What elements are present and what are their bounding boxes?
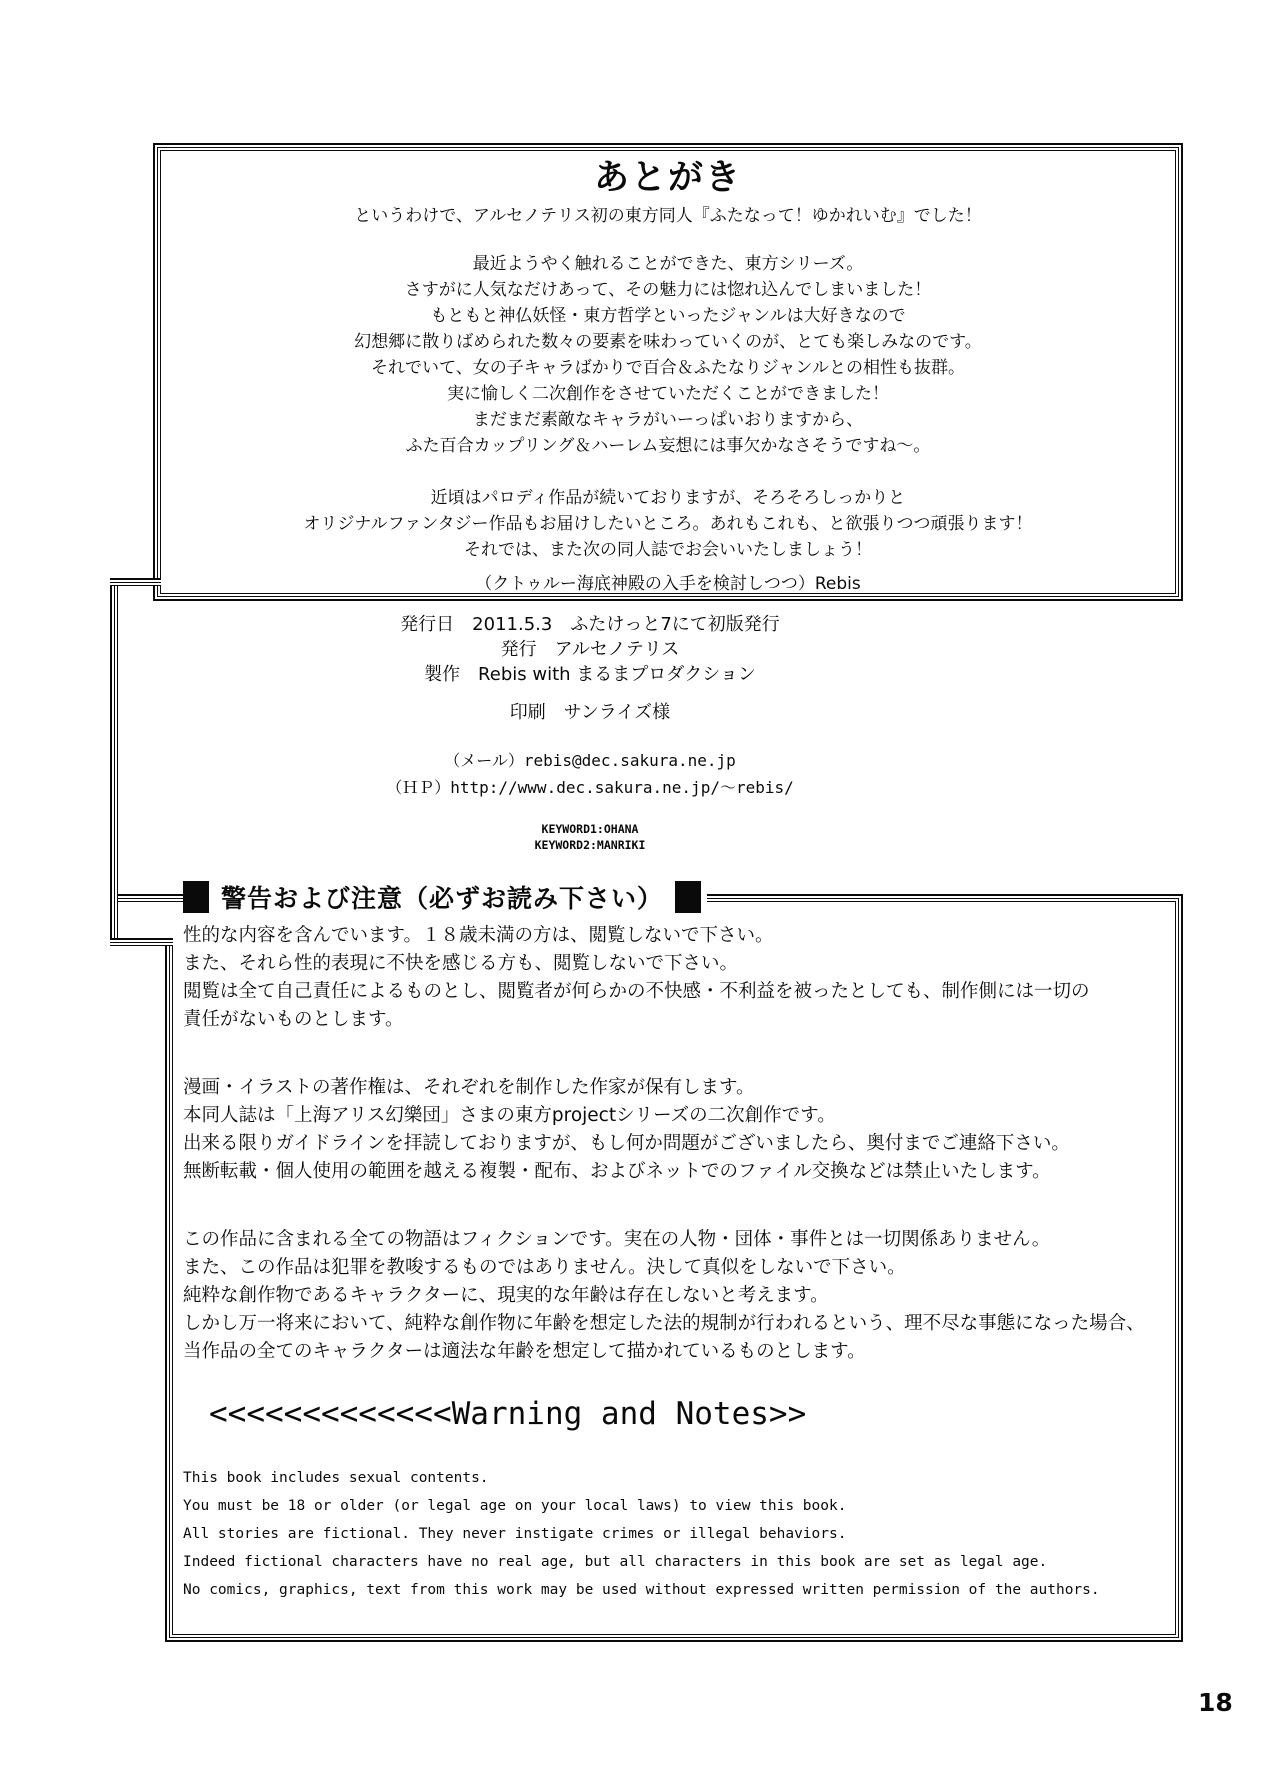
warning-line: この作品に含まれる全ての物語はフィクションです。実在の人物・団体・事件とは一切関係ありません。	[183, 1229, 1051, 1250]
warning-heading	[183, 878, 707, 916]
afterword-title: あとがき	[593, 158, 742, 198]
afterword-line: 幻想郷に散りばめられた数々の要素を味わっていくのが、とても楽しみなのです。	[354, 332, 982, 352]
warning-paragraph-3	[183, 1226, 1157, 1366]
colophon-publisher: 発行 アルセノテリス	[500, 639, 680, 660]
colophon-keyword-1: KEYWORD1:OHANA	[541, 822, 639, 836]
afterword-line: それでいて、女の子キャラばかりで百合＆ふたなりジャンルとの相性も抜群。	[371, 358, 965, 378]
afterword-line: 実に愉しく二次創作をさせていただくことができました！	[447, 384, 889, 404]
warning-line: 性的な内容を含んでいます。１８歳未満の方は、閲覧しないで下さい。	[183, 925, 774, 946]
afterword-paragraph-2	[161, 485, 1175, 563]
afterword-signoff: （クトゥルー海底神殿の入手を検討しつつ）Rebis	[475, 574, 861, 594]
warning-content	[173, 902, 1175, 1604]
afterword-paragraph-1	[161, 251, 1175, 459]
warning-english-line: All stories are fictional. They never instigate crimes or illegal behaviors.	[183, 1526, 847, 1542]
warning-box	[172, 901, 1176, 1635]
black-square-icon	[675, 881, 701, 913]
page-number: 18	[1198, 1688, 1233, 1717]
afterword-intro-line: というわけで、アルセノテリス初の東方同人『ふたなって！ゆかれいむ』でした！	[354, 206, 982, 226]
colophon-date: 発行日 2011.5.3 ふたけっと7にて初版発行	[400, 614, 780, 635]
warning-line: また、この作品は犯罪を教唆するものではありません。決して真似をしないで下さい。	[183, 1257, 906, 1278]
colophon-keyword-2: KEYWORD2:MANRIKI	[534, 838, 646, 852]
colophon-production: 製作 Rebis with まるまプロダクション	[424, 664, 756, 685]
warning-line: 責任がないものとします。	[183, 1009, 404, 1030]
afterword-line: 近頃はパロディ作品が続いておりますが、そろそろしっかりと	[430, 488, 906, 508]
warning-paragraph-1	[183, 922, 1157, 1034]
colophon	[0, 612, 1180, 853]
afterword-line: もともと神仏妖怪・東方哲学といったジャンルは大好きなので	[430, 306, 906, 326]
warning-english-heading: <<<<<<<<<<<<<Warning and Notes>>	[209, 1396, 807, 1432]
colophon-printer: 印刷 サンライズ様	[509, 702, 671, 723]
warning-line: 純粋な創作物であるキャラクターに、現実的な年齢は存在しないと考えます。	[183, 1285, 829, 1306]
warning-english-line: You must be 18 or older (or legal age on your local laws) to view this book.	[183, 1498, 847, 1514]
warning-heading-text: 警告および注意（必ずお読み下さい）	[221, 884, 664, 913]
connector-frame-bottom-stub	[110, 938, 173, 946]
afterword-line: オリジナルファンタジー作品もお届けしたいところ。あれもこれも、と欲張りつつ頑張ります！	[303, 514, 1033, 534]
warning-english-line: Indeed fictional characters have no real age, but all characters in this book are set as legal age.	[183, 1554, 1048, 1570]
warning-line: 漫画・イラストの著作権は、それぞれを制作した作家が保有します。	[183, 1077, 755, 1098]
afterword-line: まだまだ素敵なキャラがいーっぱいおりますから、	[472, 410, 864, 430]
afterword-line: さすがに人気なだけあって、その魅力には惚れ込んでしまいました！	[404, 280, 932, 300]
warning-english-paragraph	[183, 1464, 1157, 1604]
colophon-email: （メール）rebis@dec.sakura.ne.jp	[444, 751, 736, 770]
connector-frame-top-stub	[110, 578, 161, 586]
warning-paragraph-2	[183, 1074, 1157, 1186]
warning-line: 無断転載・個人使用の範囲を越える複製・配布、およびネットでのファイル交換などは禁止いたします。	[183, 1161, 1051, 1182]
warning-line: しかし万一将来において、純粋な創作物に年齢を想定した法的規制が行われるという、理不尽な事態になった場合、	[183, 1313, 1145, 1334]
afterword-line: それでは、また次の同人誌でお会いいたしましょう！	[464, 540, 872, 560]
afterword-line: ふた百合カップリング＆ハーレム妄想には事欠かなさそうですね～。	[405, 436, 931, 456]
warning-english-line: No comics, graphics, text from this work may be used without expressed written permission of the authors.	[183, 1582, 1100, 1598]
warning-line: 本同人誌は「上海アリス幻樂団」さまの東方projectシリーズの二次創作です。	[183, 1105, 836, 1126]
afterword-box	[160, 150, 1176, 594]
warning-line: また、それら性的表現に不快を感じる方も、閲覧しないで下さい。	[183, 953, 739, 974]
colophon-website: （ＨＰ）http://www.dec.sakura.ne.jp/～rebis/	[386, 778, 794, 797]
connector-frame-vertical	[110, 578, 118, 946]
connector-frame-middle-stub	[118, 894, 184, 902]
black-square-icon	[183, 881, 209, 913]
warning-english-line: This book includes sexual contents.	[183, 1470, 489, 1486]
afterword-line: 最近ようやく触れることができた、東方シリーズ。	[472, 254, 864, 274]
warning-line: 当作品の全てのキャラクターは適法な年齢を想定して描かれているものとします。	[183, 1341, 866, 1362]
warning-line: 閲覧は全て自己責任によるものとし、閲覧者が何らかの不快感・不利益を被ったとしても、制作側には一切の	[183, 981, 1090, 1002]
warning-line: 出来る限りガイドラインを拝読しておりますが、もし何か問題がございましたら、奥付までご連絡下さい。	[183, 1133, 1070, 1154]
